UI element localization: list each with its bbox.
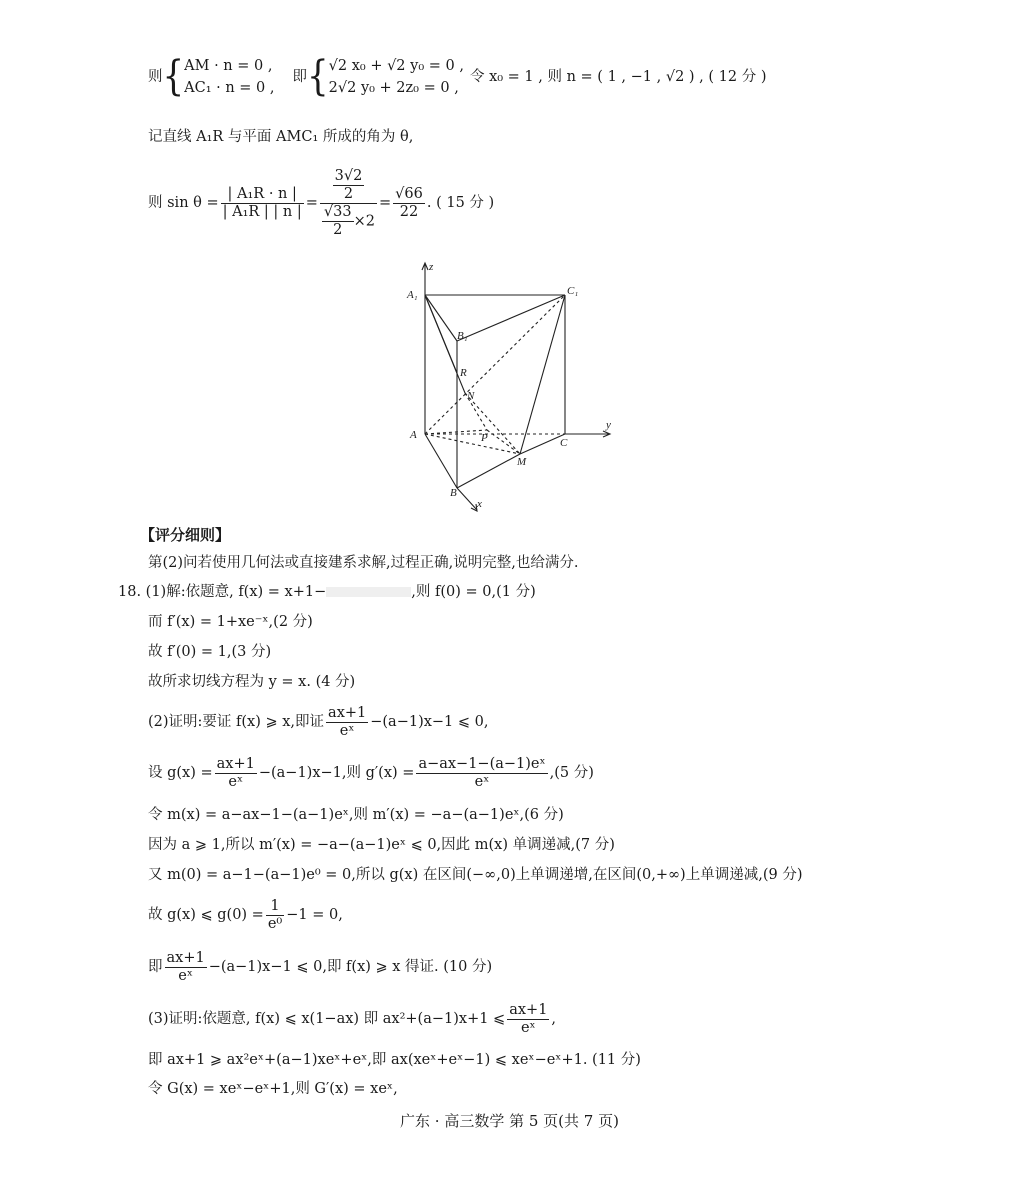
- label-z: z: [429, 261, 434, 273]
- q18-frac-5: [326, 705, 368, 740]
- sin-denominator-2: [320, 204, 377, 239]
- eq-am-n: AM · n = 0 ,: [184, 58, 273, 74]
- sin-result: [393, 186, 425, 221]
- sin-score: . ( 15 分 ): [426, 195, 495, 211]
- q18-frac-11-num: ax+1: [166, 949, 205, 966]
- normal-vector-result: 令 x₀ = 1 , 则 n = ( 1 , −1 , √2 ) , ( 12 分 ): [469, 69, 767, 85]
- q18-frac-11-den: eˣ: [178, 967, 193, 984]
- sin-denominator-1: | A₁R | | n |: [222, 203, 302, 220]
- eq-y0-z0: 2√2 y₀ + 2z₀ = 0 ,: [328, 80, 459, 96]
- q18-line-7: 令 m(x) = a−ax−1−(a−1)eˣ,则 m′(x) = −a−(a−1)eˣ,(6 分): [148, 807, 564, 823]
- label-p: P: [481, 432, 488, 444]
- edge-b1-c1: [457, 295, 565, 341]
- q18-line-8: 因为 a ⩾ 1,所以 m′(x) = −a−(a−1)eˣ ⩽ 0,因此 m(x) 单调递减,(7 分): [148, 837, 615, 853]
- label-b: B: [450, 487, 457, 499]
- sin-theta-formula: 则 sin θ = $\frac{\text{| A₁R · n |}}{\text{| A₁R | | n |}}$ = $\frac{3√2}{2}$ $\frac{√33}{2}$ ×2 = $\frac{√66}{22}$ . ( 15 分 ): [148, 167, 495, 238]
- q18-l11b: −(a−1)x−1 ⩽ 0,即 f(x) ⩾ x 得证. (10 分): [208, 959, 493, 975]
- label-a1: A₁: [407, 289, 418, 301]
- label-n: N: [467, 390, 475, 402]
- word-ji: 即: [292, 69, 307, 85]
- sin-numerator-2: [320, 168, 377, 204]
- q18-line-12: [148, 997, 556, 1041]
- inner-den: 2: [343, 185, 354, 202]
- result-num: √66: [395, 185, 423, 202]
- q18-line-14: 令 G(x) = xeˣ−eˣ+1,则 G′(x) = xeˣ,: [148, 1081, 398, 1097]
- q18-frac-10: [266, 898, 284, 933]
- label-b1: B₁: [457, 330, 468, 342]
- q18-frac-10-num: 1: [266, 898, 284, 916]
- sin-fraction-2: [320, 168, 377, 239]
- q18-l6a: 设 g(x) =: [148, 765, 213, 781]
- q18-frac-6-den: eˣ: [228, 773, 244, 790]
- left-brace: {: [162, 53, 185, 101]
- q18-frac-6-num: ax+1: [216, 755, 255, 772]
- x-axis: [457, 488, 477, 510]
- prism-figure: [395, 258, 625, 518]
- q18-l1a: (1)解:依题意, f(x) = x+1−: [145, 584, 327, 600]
- eq-ac1-n: AC₁ · n = 0 ,: [184, 80, 275, 96]
- q18-line-13: 即 ax+1 ⩾ ax²eˣ+(a−1)xeˣ+eˣ,即 ax(xeˣ+eˣ−1) ⩽ xeˣ−eˣ+1. (11 分): [148, 1052, 641, 1068]
- q18-l11a: 即: [148, 959, 163, 975]
- dash-a-m: [425, 434, 520, 454]
- word-ze: 则: [148, 69, 163, 85]
- vector-equations: [184, 55, 274, 99]
- q18-l1b: ,则 f(0) = 0,(1 分): [411, 584, 536, 600]
- q18-frac-6b-den: eˣ: [474, 773, 490, 790]
- times-two: ×2: [353, 213, 375, 229]
- dash-n-m: [465, 393, 520, 454]
- q18-frac-5-den: eˣ: [339, 722, 355, 739]
- eq-x0-y0: √2 x₀ + √2 y₀ = 0 ,: [328, 58, 464, 74]
- q18-l10a: 故 g(x) ⩽ g(0) =: [148, 907, 264, 923]
- q18-number: 18.: [118, 584, 142, 600]
- inner-den-2: 2: [333, 221, 343, 238]
- q18-l6b: −(a−1)x−1,则 g′(x) =: [258, 765, 415, 781]
- q18-l12a: (3)证明:依题意, f(x) ⩽ x(1−ax) 即 ax²+(a−1)x+1 ⩽: [148, 1011, 506, 1027]
- q18-frac-11: [165, 950, 207, 985]
- angle-definition: 记直线 A₁R 与平面 AMC₁ 所成的角为 θ,: [148, 129, 414, 145]
- q18-l12b: ,: [551, 1011, 557, 1027]
- q18-frac-12: [507, 1002, 549, 1037]
- obscured-term: [326, 587, 411, 597]
- q18-l5a: (2)证明:要证 f(x) ⩾ x,即证: [148, 714, 325, 730]
- inner-num-2: √33: [323, 203, 352, 220]
- q18-frac-5-num: ax+1: [328, 704, 367, 721]
- q18-l10b: −1 = 0,: [286, 907, 343, 923]
- label-c1: C₁: [567, 285, 579, 297]
- q18-line-5: [148, 700, 489, 744]
- label-x: x: [477, 498, 482, 510]
- label-m: M: [517, 456, 527, 468]
- edge-c1-m: [520, 295, 565, 454]
- q18-line-11: [148, 945, 492, 989]
- q18-frac-12-den: eˣ: [520, 1019, 536, 1036]
- q18-frac-6b: [416, 756, 547, 791]
- coordinate-equations: [329, 55, 464, 99]
- rubric-text: 第(2)问若使用几何法或直接建系求解,过程正确,说明完整,也给满分.: [148, 555, 579, 571]
- label-c: C: [560, 437, 568, 449]
- q18-frac-10-den: e⁰: [267, 915, 283, 932]
- q18-line-2: 而 f′(x) = 1+xe⁻ˣ,(2 分): [148, 614, 313, 630]
- q18-line-9: 又 m(0) = a−1−(a−1)e⁰ = 0,所以 g(x) 在区间(−∞,0)上单调递增,在区间(0,+∞)上单调递减,(9 分): [148, 867, 803, 883]
- inner-num: 3√2: [334, 167, 363, 184]
- page-footer: 广东 · 高三数学 第 5 页(共 7 页): [400, 1112, 619, 1130]
- q18-line-3: 故 f′(0) = 1,(3 分): [148, 644, 272, 660]
- sin-numerator-1: | A₁R · n |: [221, 186, 304, 204]
- q18-l6c: ,(5 分): [549, 765, 594, 781]
- q18-line-10: [148, 893, 343, 937]
- label-r: R: [460, 367, 467, 379]
- label-y: y: [606, 419, 611, 431]
- edge-m-c: [520, 434, 565, 454]
- edge-b-m: [457, 454, 520, 488]
- dash-a-p: [425, 430, 487, 434]
- q18-line-4: 故所求切线方程为 y = x. (4 分): [148, 674, 356, 690]
- q18-l5b: −(a−1)x−1 ⩽ 0,: [370, 714, 489, 730]
- q18-line-6: [148, 751, 594, 795]
- edge-a1-n: [425, 295, 465, 393]
- label-a: A: [410, 429, 417, 441]
- sin-fraction-1: [221, 186, 304, 221]
- x-axis-hidden: [425, 434, 457, 488]
- dash-a-c1: [425, 295, 565, 434]
- rubric-title: 【评分细则】: [140, 526, 231, 544]
- left-brace-2: {: [307, 53, 329, 101]
- sin-prefix: 则 sin θ =: [148, 195, 219, 211]
- q18-frac-6: [215, 756, 257, 791]
- q18-line-1: [118, 582, 536, 602]
- q18-frac-12-num: ax+1: [509, 1001, 548, 1018]
- result-den: 22: [399, 203, 419, 220]
- q18-frac-6b-num: a−ax−1−(a−1)eˣ: [418, 755, 546, 772]
- normal-vector-system: [148, 55, 766, 117]
